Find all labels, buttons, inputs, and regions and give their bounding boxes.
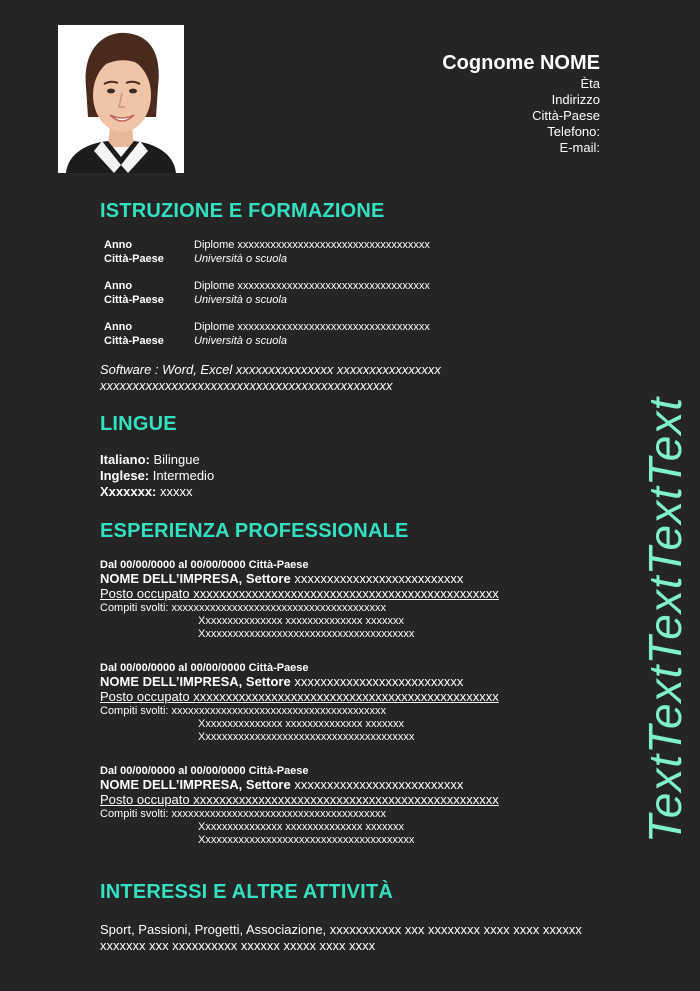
phone-label: Telefono: — [547, 124, 600, 139]
job-company: NOME DELL’IMPRESA, Settore — [100, 777, 291, 792]
education-entry — [104, 279, 464, 307]
language-item — [100, 468, 214, 484]
job-tasks: Compiti svolti: xxxxxxxxxxxxxxxxxxxxxxxxxxxxxxxxxxxxxxx — [100, 602, 387, 614]
job-dates: Dal 00/00/0000 al 00/00/0000 Città-Paese — [100, 559, 309, 571]
job-position: Posto occupato xxxxxxxxxxxxxxxxxxxxxxxxxxxxxxxxxxxxxxxxxxxxxxx — [100, 792, 499, 807]
languages-list — [100, 452, 214, 500]
full-name: Cognome NOME — [442, 52, 600, 74]
job-company: NOME DELL’IMPRESA, Settore — [100, 571, 291, 586]
profile-photo — [58, 25, 184, 173]
language-level: xxxxx — [160, 484, 193, 499]
education-school: Università o scuola — [194, 253, 287, 265]
education-school: Università o scuola — [194, 335, 287, 347]
interests-text: Sport, Passioni, Progetti, Associazione, xxxxxxxxxxx xxx xxxxxxxx xxxx xxxx xxxxxx xxxxxxx xxx xxxxxxxxxx xxxxxx xxxxx xxxx xxxx — [100, 922, 582, 953]
job-tasks: Compiti svolti: xxxxxxxxxxxxxxxxxxxxxxxxxxxxxxxxxxxxxxx — [100, 705, 387, 717]
job-company-details: xxxxxxxxxxxxxxxxxxxxxxxxxx — [294, 777, 464, 792]
section-title-interests: INTERESSI E ALTRE ATTIVITÀ — [100, 881, 393, 903]
job-tasks: Compiti svolti: xxxxxxxxxxxxxxxxxxxxxxxxxxxxxxxxxxxxxxx — [100, 808, 387, 820]
job-tasks-line: Xxxxxxxxxxxxxxxxxxxxxxxxxxxxxxxxxxxxxxx — [198, 628, 415, 640]
software-skills: Software : Word, Excel xxxxxxxxxxxxxxx xxxxxxxxxxxxxxxx xxxxxxxxxxxxxxxxxxxxxxxxxxxxxxxxxxxxxxxxxxxxx — [100, 362, 441, 393]
education-degree: Diplome xxxxxxxxxxxxxxxxxxxxxxxxxxxxxxxxxxx — [194, 280, 430, 292]
job-tasks-line: Xxxxxxxxxxxxxxxxxxxxxxxxxxxxxxxxxxxxxxx — [198, 834, 415, 846]
education-city: Città-Paese — [104, 335, 164, 347]
education-city: Città-Paese — [104, 294, 164, 306]
job-dates: Dal 00/00/0000 al 00/00/0000 Città-Paese — [100, 765, 309, 777]
education-entry — [104, 320, 464, 348]
contact-block — [442, 51, 600, 156]
email-label: E-mail: — [559, 140, 600, 155]
job-company-details: xxxxxxxxxxxxxxxxxxxxxxxxxx — [294, 571, 464, 586]
education-city: Città-Paese — [104, 253, 164, 265]
education-degree: Diplome xxxxxxxxxxxxxxxxxxxxxxxxxxxxxxxxxxx — [194, 321, 430, 333]
language-level: Bilingue — [153, 452, 200, 467]
job-company: NOME DELL’IMPRESA, Settore — [100, 674, 291, 689]
language-name: Italiano: — [100, 452, 150, 467]
education-school: Università o scuola — [194, 294, 287, 306]
experience-entry — [100, 558, 530, 641]
job-tasks-line: Xxxxxxxxxxxxxxxxxxxxxxxxxxxxxxxxxxxxxxx — [198, 731, 415, 743]
job-position: Posto occupato xxxxxxxxxxxxxxxxxxxxxxxxxxxxxxxxxxxxxxxxxxxxxxx — [100, 689, 499, 704]
age-label: Èta — [580, 76, 600, 91]
address-label: Indirizzo — [551, 92, 600, 107]
language-item — [100, 484, 214, 500]
education-degree: Diplome xxxxxxxxxxxxxxxxxxxxxxxxxxxxxxxxxxx — [194, 239, 430, 251]
education-year: Anno — [104, 321, 133, 333]
job-tasks-line: Xxxxxxxxxxxxxxx xxxxxxxxxxxxxx xxxxxxx — [198, 718, 404, 730]
section-title-languages: LINGUE — [100, 413, 177, 435]
experience-entry — [100, 661, 530, 744]
language-name: Inglese: — [100, 468, 150, 483]
job-tasks-line: Xxxxxxxxxxxxxxx xxxxxxxxxxxxxx xxxxxxx — [198, 821, 404, 833]
job-company-details: xxxxxxxxxxxxxxxxxxxxxxxxxx — [294, 674, 464, 689]
language-name: Xxxxxxx: — [100, 484, 157, 499]
education-year: Anno — [104, 239, 133, 251]
experience-entry — [100, 764, 530, 847]
job-dates: Dal 00/00/0000 al 00/00/0000 Città-Paese — [100, 662, 309, 674]
city-label: Città-Paese — [532, 108, 600, 123]
language-level: Intermedio — [152, 468, 215, 483]
section-title-education: ISTRUZIONE E FORMAZIONE — [100, 200, 385, 222]
section-title-experience: ESPERIENZA PROFESSIONALE — [100, 520, 409, 542]
education-year: Anno — [104, 280, 133, 292]
side-vertical-text: TextTextTextTextText — [639, 396, 691, 844]
language-item — [100, 452, 214, 468]
job-tasks-line: Xxxxxxxxxxxxxxx xxxxxxxxxxxxxx xxxxxxx — [198, 615, 404, 627]
education-entry — [104, 238, 464, 266]
job-position: Posto occupato xxxxxxxxxxxxxxxxxxxxxxxxxxxxxxxxxxxxxxxxxxxxxxx — [100, 586, 499, 601]
